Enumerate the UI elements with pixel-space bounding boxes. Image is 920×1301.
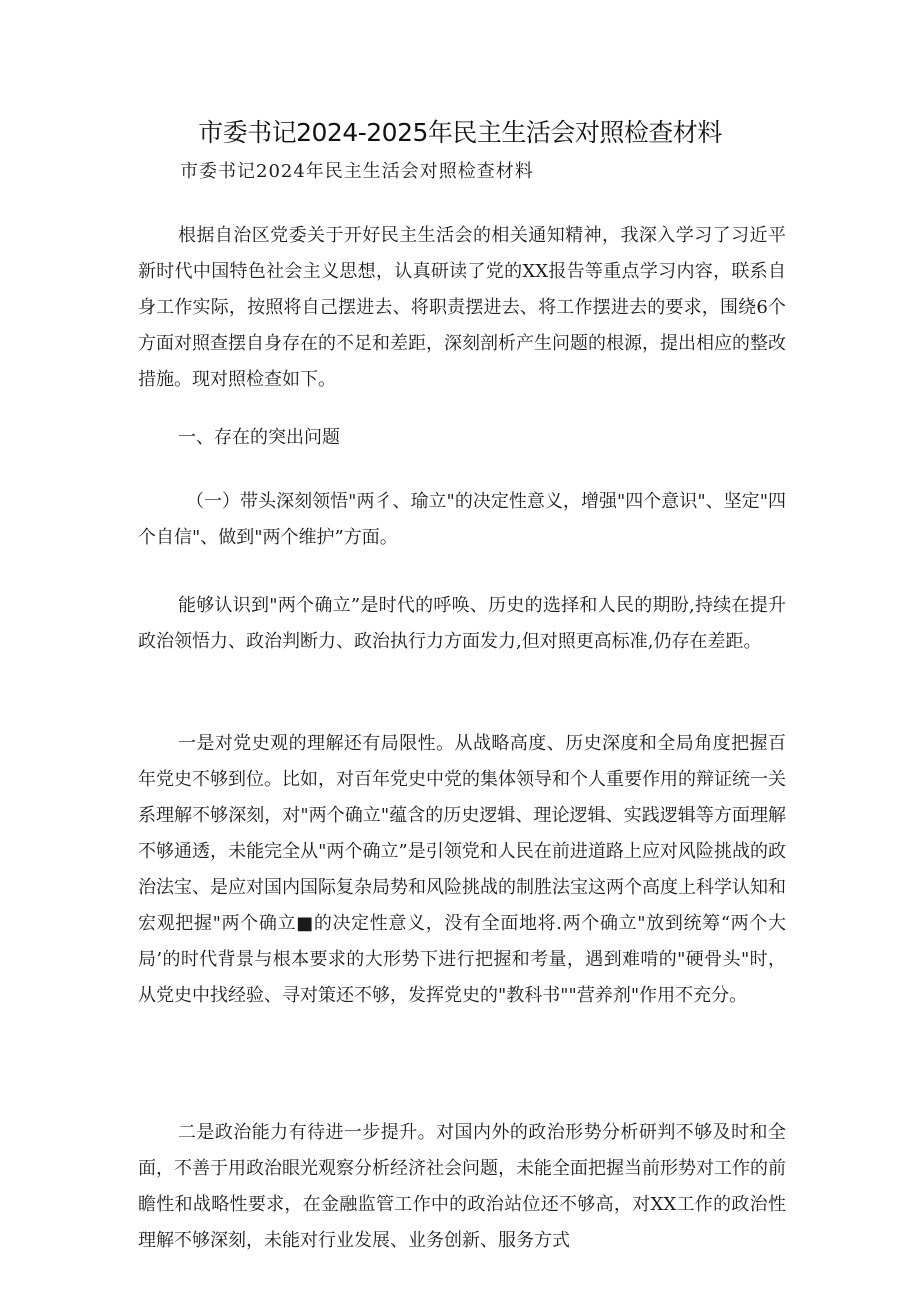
point-two-paragraph: 二是政治能力有待进一步提升。对国内外的政治形势分析研判不够及时和全面，不善于用政治眼光观察分析经济社会问题，未能全面把握当前形势对工作的前瞻性和战略性要求，在金融监管工作中的政治站位还不够高，对XX工作的政治性理解不够深刻，未能对行业发展、业务创新、服务方式 bbox=[138, 1122, 786, 1251]
document-title: 市委书记2024-2025年民主生活会对照检查材料 bbox=[198, 118, 722, 147]
point-one-paragraph: 一是对党史观的理解还有局限性。从战略高度、历史深度和全局角度把握百年党史不够到位。比如，对百年党史中党的集体领导和个人重要作用的辩证统一关系理解不够深刻，对"两个确立"蕴含的历史逻辑、理论逻辑、实践逻辑等方面理解不够通透，未能完全从"两个确立”是引领党和人民在前进道路上应对风险挑战的政治法宝、是应对国内国际复杂局势和风险挑战的制胜法宝这两个高度上科学认知和宏观把握"两个确立■的决定性意义，没有全面地将.两个确立"放到统筹“两个大局’的时代背景与根本要求的大形势下进行把握和考量，遇到难啃的"硬骨头"时，从党史中找经验、寻对策还不够，发挥党史的"教科书""营养剂"作用不充分。 bbox=[138, 733, 786, 1006]
document-subtitle: 市委书记2024年民主生活会对照检查材料 bbox=[180, 161, 534, 182]
intro-paragraph: 根据自治区党委关于开好民主生活会的相关通知精神，我深入学习了习近平新时代中国特色社会主义思想，认真研读了党的XX报告等重点学习内容，联系自身工作实际，按照将自己摆进去、将职责摆进去、将工作摆进去的要求，围绕6个方面对照查摆自身存在的不足和差距，深刻剖析产生问题的根源，提出相应的整改措施。现对照检查如下。 bbox=[138, 225, 786, 390]
recognition-paragraph: 能够认识到"两个确立”是时代的呼唤、历史的选择和人民的期盼,持续在提升政治领悟力、政治判断力、政治执行力方面发力,但对照更高标准,仍存在差距。 bbox=[138, 595, 786, 652]
sub-heading: （一）带头深刻领悟"两彳、瑜立"的决定性意义，增强"四个意识"、坚定"四个自信"、做到"两个维护”方面。 bbox=[138, 491, 786, 548]
section-heading: 一、存在的突出问题 bbox=[178, 427, 340, 448]
